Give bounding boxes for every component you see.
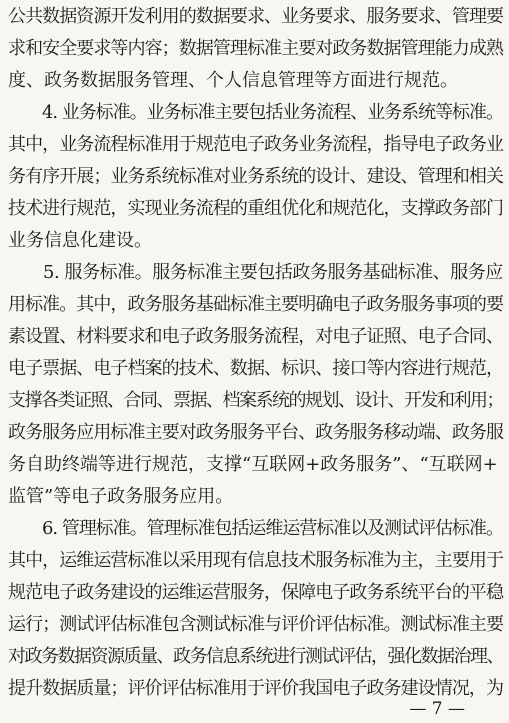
page-number: — 7 — xyxy=(409,699,465,719)
text-line: 规范电子政务建设的运维运营服务，保障电子政务系统平台的平稳 xyxy=(8,582,504,603)
text-line: 提升数据质量；评价评估标准用于评价我国电子政务建设情况，为 xyxy=(8,678,504,699)
text-line: 对政务数据资源质量、政务信息系统进行测试评估，强化数据治理、 xyxy=(8,646,503,667)
text-line: 公共数据资源开发利用的数据要求、业务要求、服务要求、管理要 xyxy=(8,6,504,27)
text-line: 求和安全要求等内容；数据管理标准主要对政务数据管理能力成熟 xyxy=(8,38,504,59)
text-line: 务自助终端等进行规范，支撑“互联网+政务服务”、“互联网+ xyxy=(8,454,498,475)
text-line: 务有序开展；业务系统标准对业务系统的设计、建设、管理和相关 xyxy=(8,166,504,187)
text-line: 监管”等电子政务服务应用。 xyxy=(8,486,234,507)
text-line: 运行；测试评估标准包含测试标准与评价评估标准。测试标准主要 xyxy=(8,614,504,635)
text-line: 度、政务数据服务管理、个人信息管理等方面进行规范。 xyxy=(8,70,458,91)
text-line: 电子票据、电子档案的技术、数据、标识、接口等内容进行规范， xyxy=(8,358,504,379)
section-heading-line: 5. 服务标准。服务标准主要包括政务服务基础标准、服务应 xyxy=(8,262,503,283)
text-line: 其中，运维运营标准以采用现有信息技术服务标准为主，主要用于 xyxy=(8,550,504,571)
text-line: 政务服务应用标准主要对政务服务平台、政务服务移动端、政务服 xyxy=(8,422,504,443)
text-line: 其中，业务流程标准用于规范电子政务业务流程，指导电子政务业 xyxy=(8,134,504,155)
text-line: 用标准。其中，政务服务基础标准主要明确电子政务服务事项的要 xyxy=(8,294,504,315)
text-line: 支撑各类证照、合同、票据、档案系统的规划、设计、开发和利用； xyxy=(8,390,503,411)
text-line: 素设置、材料要求和电子政务服务流程，对电子证照、电子合同、 xyxy=(8,326,504,347)
section-heading-line: 6. 管理标准。管理标准包括运维运营标准以及测试评估标准。 xyxy=(8,518,503,539)
text-line: 业务信息化建设。 xyxy=(8,230,152,251)
section-heading-line: 4. 业务标准。业务标准主要包括业务流程、业务系统等标准。 xyxy=(8,102,503,123)
text-line: 技术进行规范，实现业务流程的重组优化和规范化，支撑政务部门 xyxy=(8,198,504,219)
